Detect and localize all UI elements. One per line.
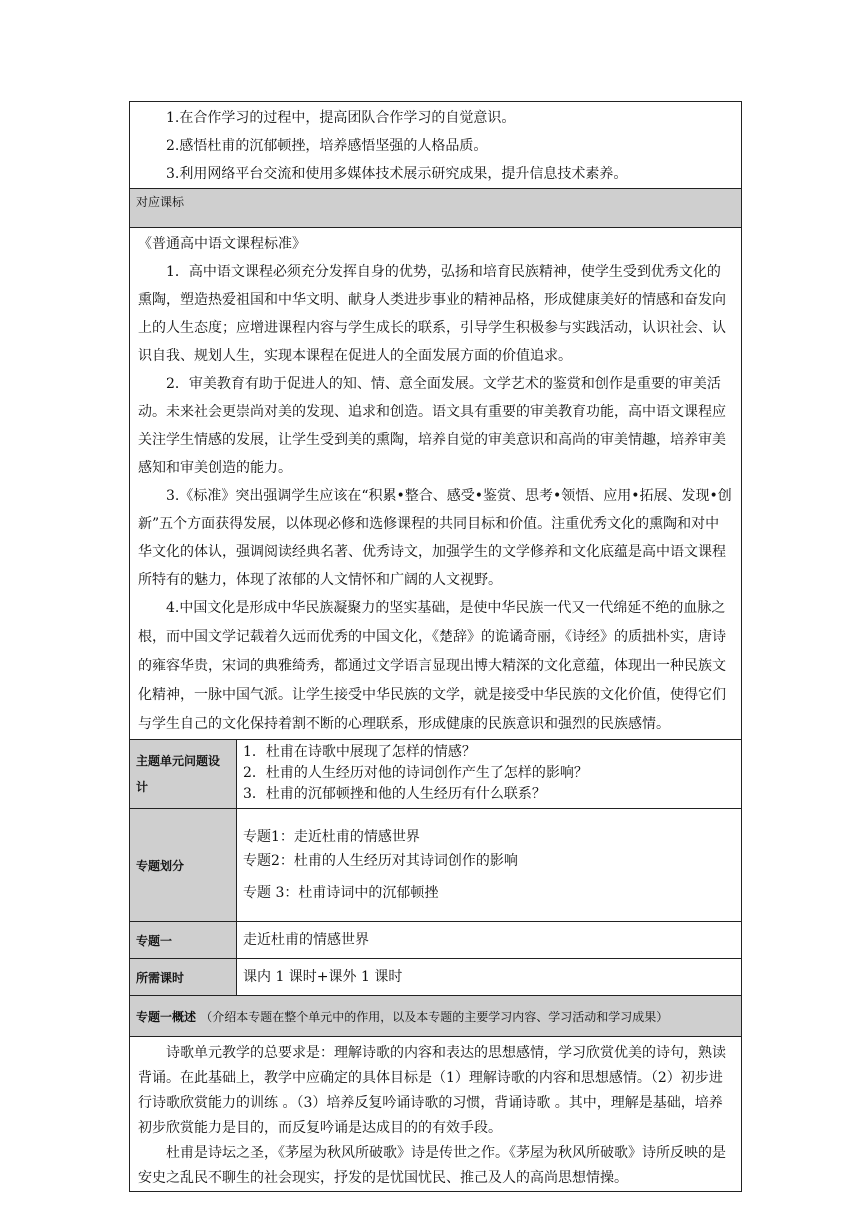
overview-hint: （介绍本专题在整个单元中的作用，以及本专题的主要学习内容、学习活动和学习成果） [200,1009,669,1024]
overview-paragraph: 杜甫是诗坛之圣，《茅屋为秋风所破歌》诗是传世之作。《茅屋为秋风所破歌》诗所反映的是安史之乱民不聊生的社会现实，抒发的是忧国忧民、推己及人的高尚思想情操。 [138,1145,726,1186]
standard-item: 1．高中语文课程必须充分发挥自身的优势，弘扬和培育民族精神，使学生受到优秀文化的熏陶，塑造热爱祖国和中华文明、献身人类进步事业的精神品格，形成健康美好的情感和奋发向上的人生态度；应增进课程内容与学生成长的联系，引导学生积极参与实践活动，认识社会、认识自我、规划人生，实现本课程在促进人的全面发展方面的价值追求。 [138,264,726,364]
overview-header [130,996,742,1037]
overview-paragraph: 诗歌单元教学的总要求是：理解诗歌的内容和表达的思想感情，学习欣赏优美的诗句，熟读背诵。在此基础上，教学中应确定的具体目标是（1）理解诗歌的内容和思想感情。（2）初步进行诗歌欣赏能力的训练 。（3）培养反复吟诵诗歌的习惯，背诵诗歌 。其中，理解是基础，培养初步欣赏能力是目的，而反复吟诵是达成目的的有效手段。 [138,1045,726,1136]
hours-row [130,959,742,996]
lesson-plan-table [129,101,742,1192]
standard-item: 4.中国文化是形成中华民族凝聚力的坚实基础，是使中华民族一代又一代绵延不绝的血脉之根，而中国文学记载着久远而优秀的中国文化，《楚辞》的诡谲奇丽，《诗经》的质拙朴实，唐诗的雍容华贵，宋词的典雅绮秀，都通过文学语言显现出博大精深的文化意蕴，体现出一种民族文化精神，一脉中国气派。让学生接受中华民族的文学，就是接受中华民族的文化价值，使得它们与学生自己的文化保持着割不断的心理联系，形成健康的民族意识和强烈的民族感情。 [138,600,726,732]
questions-row [130,740,742,809]
topics-cell [237,809,742,922]
standards-content-row [130,228,742,740]
topic-item: 专题2：杜甫的人生经历对其诗词创作的影响 [243,853,518,869]
overview-content-row [130,1037,742,1192]
questions-cell [237,740,742,809]
lesson-plan-document [129,101,741,1192]
goal-item: 3.利用网络平台交流和使用多媒体技术展示研究成果，提升信息技术素养。 [166,166,628,182]
standards-header: 对应课标 [130,189,742,228]
standard-item: 2．审美教育有助于促进人的知、情、意全面发展。文学艺术的鉴赏和创作是重要的审美活动。未来社会更崇尚对美的发现、追求和创造。语文具有重要的审美教育功能，高中语文课程应关注学生情感的发展，让学生受到美的熏陶，培养自觉的审美意识和高尚的审美情趣，培养审美感知和审美创造的能力。 [138,376,726,476]
goals-row [130,102,742,189]
topics-row [130,809,742,922]
standard-item: 3.《标准》突出强调学生应该在“积累•整合、感受•鉴赏、思考•领悟、应用•拓展、发现•创新”五个方面获得发展，以体现必修和选修课程的共同目标和价值。注重优秀文化的熏陶和对中华文化的体认，强调阅读经典名著、优秀诗文，加强学生的文学修养和文化底蕴是高中语文课程所特有的魅力，体现了浓郁的人文情怀和广阔的人文视野。 [138,488,732,588]
standards-book-title: 《普通高中语文课程标准》 [138,236,306,252]
overview-header-row [130,996,742,1037]
topic-one-row [130,922,742,959]
standards-content [130,228,742,740]
standards-header-row [130,189,742,228]
overview-content [130,1037,742,1192]
goals-cell [130,102,742,189]
topic-one-value: 走近杜甫的情感世界 [237,922,742,959]
overview-label: 专题一概述 [136,1009,197,1024]
hours-value: 课内 1 课时+课外 1 课时 [237,959,742,996]
goal-item: 2.感悟杜甫的沉郁顿挫，培养感悟坚强的人格品质。 [166,138,488,154]
topics-label: 专题划分 [130,809,237,922]
question-item: 3．杜甫的沉郁顿挫和他的人生经历有什么联系？ [243,786,546,802]
question-item: 2．杜甫的人生经历对他的诗词创作产生了怎样的影响？ [243,765,588,781]
topic-item: 专题1：走近杜甫的情感世界 [243,829,420,845]
topic-one-label: 专题一 [130,922,237,959]
question-item: 1．杜甫在诗歌中展现了怎样的情感？ [243,744,476,760]
questions-label: 主题单元问题设计 [130,740,237,809]
hours-label: 所需课时 [130,959,237,996]
topic-item: 专题 3：杜甫诗词中的沉郁顿挫 [243,885,439,901]
goal-item: 1.在合作学习的过程中，提高团队合作学习的自觉意识。 [166,110,516,126]
